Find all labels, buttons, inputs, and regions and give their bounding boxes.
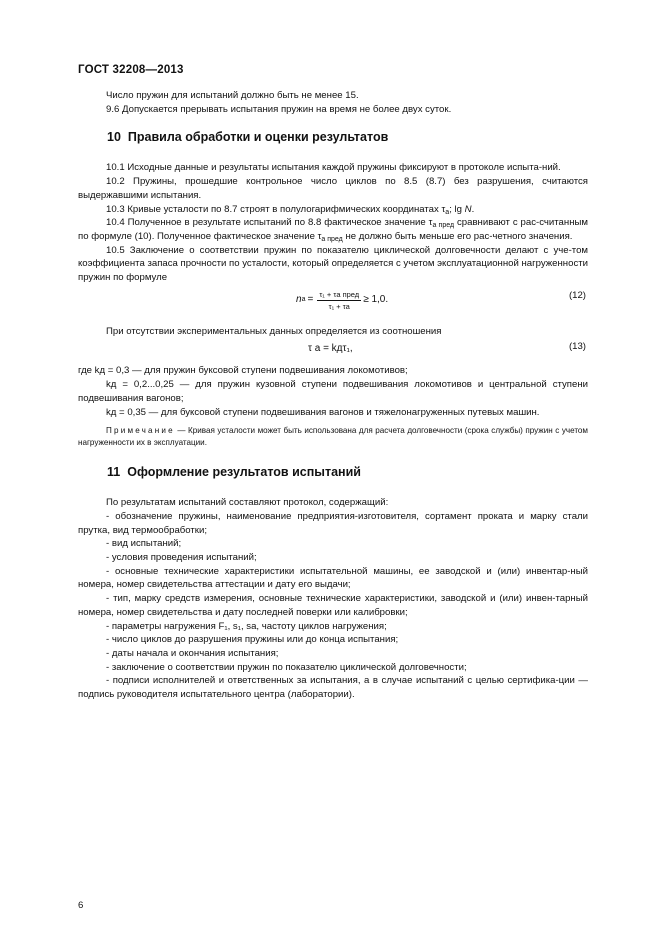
fraction-bar bbox=[317, 300, 361, 301]
n-symbol: N bbox=[464, 203, 472, 215]
formula-12-rhs: ≥ 1,0. bbox=[363, 294, 389, 306]
paragraph-10-3-end: . bbox=[471, 203, 475, 215]
section-11-intro: По результатам испытаний составляют протокол, содержащий: bbox=[106, 497, 389, 509]
list-item: - тип, марку средств измерения, основные технические характеристики, заводской и (или) инвен-тарный номера, номер свидетельства и дату последней поверки или калибровки; bbox=[78, 593, 588, 618]
list-item: - обозначение пружины, наименование предприятия-изготовителя, сортамент проката и марку стали прутка, вид термообработки; bbox=[78, 510, 588, 536]
section-11-heading bbox=[78, 465, 588, 480]
page-number: 6 bbox=[78, 900, 84, 911]
formula-12-denominator: τ₁ + τа bbox=[328, 301, 350, 311]
tau-pred-subscript-2: а пред bbox=[321, 235, 343, 243]
paragraph-10-3 bbox=[78, 203, 588, 217]
list-item: - условия проведения испытаний; bbox=[106, 552, 257, 564]
paragraph-spring-count: Число пружин для испытаний должно быть не менее 15. bbox=[106, 90, 359, 101]
formula-13-expression: τ а = kдτ₁, bbox=[308, 343, 353, 355]
list-item: - параметры нагружения F₁, s₁, sа, частоту циклов нагружения; bbox=[106, 620, 387, 632]
formula-12-fraction bbox=[318, 290, 360, 311]
paragraph-10-5: 10.5 Заключение о соответствии пружин по показателю циклической долговечности делают с уче-том коэффициента запаса прочности по усталости, который определяется с учетом эксплуатационной нагруженности пружин по формуле bbox=[78, 244, 588, 284]
note-label: Примечание bbox=[106, 426, 175, 436]
formula-12-expression: n а = $\frac{\text{τ₁ + τа пред}}{\text{τ₁ + τа}}$ ≥ 1,0. bbox=[296, 289, 389, 311]
standard-header: ГОСТ 32208—2013 bbox=[78, 64, 184, 76]
paragraph-no-data: При отсутствии экспериментальных данных определяется из соотношения bbox=[106, 325, 442, 337]
list-item: - заключение о соответствии пружин по показателю циклической долговечности; bbox=[106, 661, 467, 673]
where-line-1: где kд = 0,3 — для пружин буксовой ступени подвешивания локомотивов; bbox=[78, 365, 408, 377]
formula-13-number: (13) bbox=[568, 341, 586, 353]
paragraph-10-3-lg: ; lg bbox=[449, 203, 462, 215]
formula-12 bbox=[78, 289, 588, 319]
page-content bbox=[78, 89, 588, 702]
list-item: - число циклов до разрушения пружины или до конца испытания; bbox=[106, 634, 399, 646]
tau-pred-subscript: а пред bbox=[432, 222, 455, 230]
paragraph-10-1: 10.1 Исходные данные и результаты испытания каждой пружины фиксируют в протоколе испыта-ний. bbox=[106, 162, 561, 174]
list-item: - основные технические характеристики испытательной машины, ее заводской и (или) инвентар-ный номера, номер свидетельства аттестации и дату его выдачи; bbox=[78, 565, 588, 591]
section-10-heading bbox=[78, 130, 588, 145]
paragraph-10-4-text-c: не должно быть меньше его рас-четного значения. bbox=[345, 230, 573, 242]
where-line-2: kд = 0,2...0,25 — для пружин кузовной ступени подвешивания локомотивов и центральной ступени подвешивания вагонов; bbox=[78, 379, 588, 404]
section-10-title: Правила обработки и оценки результатов bbox=[127, 130, 389, 145]
note-text: — Кривая усталости может быть использована для расчета долговечности (срока службы) пружин с учетом нагруженности их в эксплуатации. bbox=[78, 426, 588, 448]
note bbox=[78, 425, 588, 449]
section-10-number: 10 bbox=[107, 130, 121, 145]
where-line-3: kд = 0,35 — для буксовой ступени подвешивания вагонов и тяжелонагруженных путевых машин. bbox=[106, 406, 540, 418]
formula-12-number: (12) bbox=[568, 289, 586, 301]
formula-13 bbox=[78, 340, 588, 360]
tau-symbol: τ bbox=[441, 203, 446, 215]
formula-12-numerator: τ₁ + τа пред bbox=[319, 289, 360, 299]
tau-subscript: а bbox=[445, 208, 450, 216]
list-item: - подписи исполнителей и ответственных за испытания, а в случае испытаний с целью сертифика-ции — подпись руководителя испытательного центра (лаборатории). bbox=[78, 675, 588, 701]
section-11-number: 11 bbox=[107, 465, 121, 480]
paragraph-9-6: 9.6 Допускается прерывать испытания пружин на время не более двух суток. bbox=[106, 103, 452, 115]
list-item: - даты начала и окончания испытания; bbox=[106, 647, 279, 659]
formula-12-equals: = bbox=[307, 294, 314, 306]
paragraph-10-4-text-a: 10.4 Полученное в результате испытаний по 8.8 фактическое значение bbox=[106, 217, 426, 229]
formula-12-lhs: n bbox=[296, 294, 302, 306]
paragraph-10-2: 10.2 Пружины, прошедшие контрольное число циклов по 8.5 (8.7) без разрушения, считаются выдержавшими испытания. bbox=[78, 176, 588, 201]
paragraph-10-4-text-b: сравнивают с рас-считанным по формуле (10). Полученное фактическое значение bbox=[78, 217, 588, 242]
list-item: - вид испытаний; bbox=[106, 538, 182, 550]
section-11-title: Оформление результатов испытаний bbox=[127, 465, 361, 480]
paragraph-10-3-text: 10.3 Кривые усталости по 8.7 строят в полулогарифмических координатах bbox=[106, 203, 439, 215]
paragraph-10-4: 10.4 Полученное в результате испытаний по 8.8 фактическое значение $\tau_{а пред}$ сравнивают с рас-считанным по формуле (10). Полученное фактическое значение $\tau_{а пред}$ не должно быть меньше его рас-четного значения. bbox=[78, 217, 588, 243]
